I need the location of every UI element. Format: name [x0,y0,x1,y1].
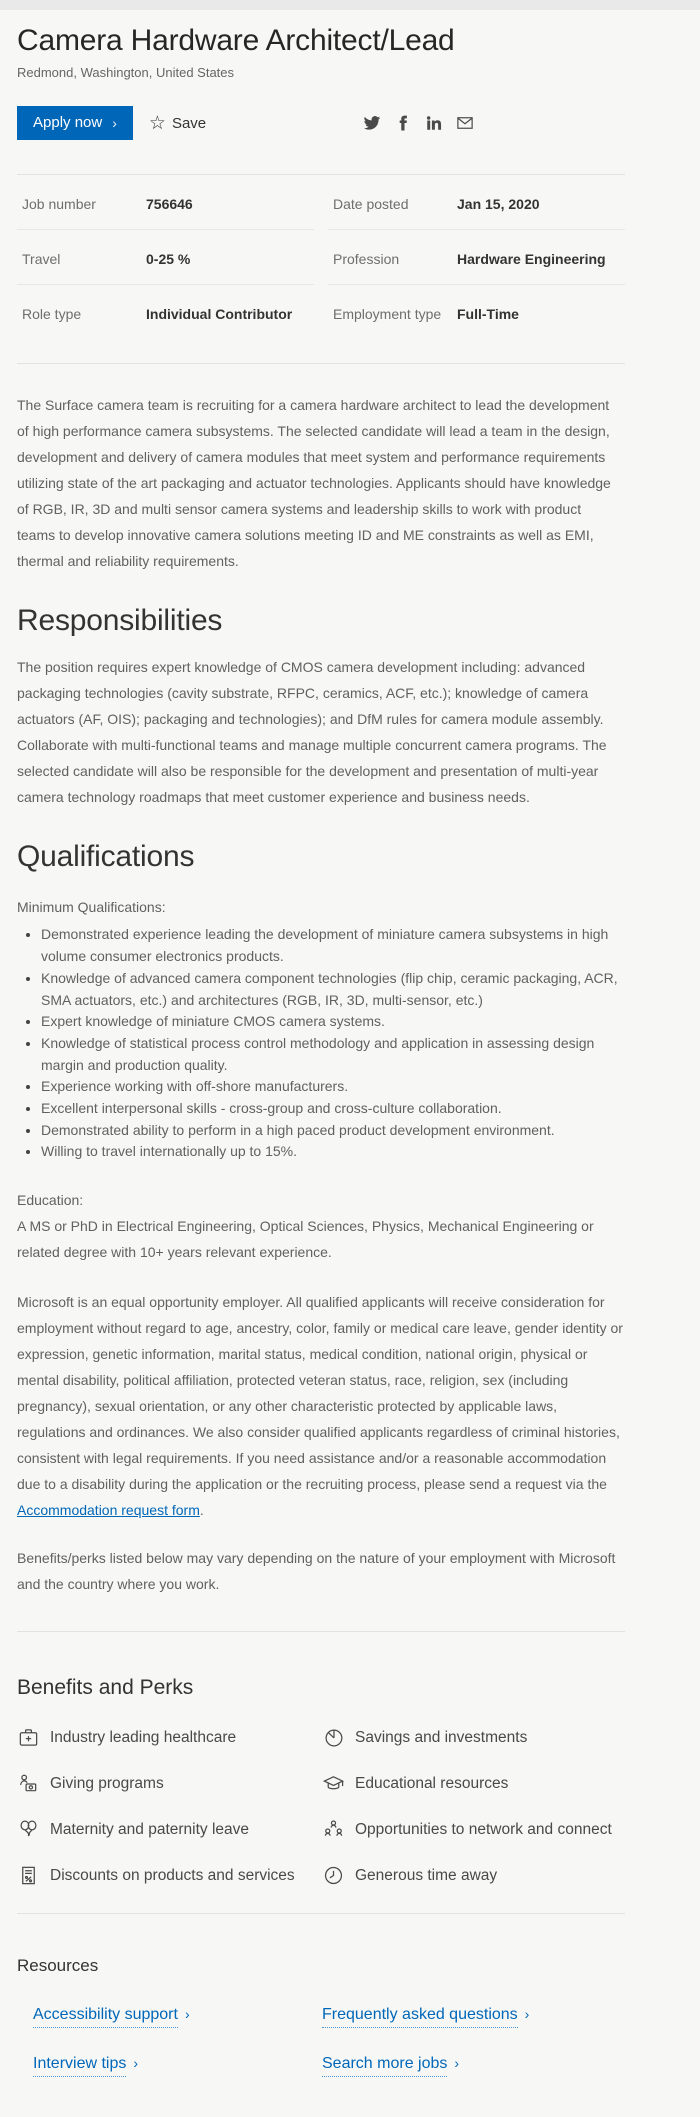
time-away-icon [322,1864,345,1887]
education-icon [322,1772,345,1795]
giving-icon [17,1772,40,1795]
benefit-item [322,1726,625,1749]
section-divider [17,1631,625,1632]
section-divider [17,363,625,364]
benefit-label: Giving programs [50,1774,164,1792]
share-icons [363,114,474,132]
list-item: • Knowledge of statistical process control methodology and application in assessing design margin and production quality. [41,1033,620,1076]
profession-value: Hardware Engineering [457,251,606,267]
chevron-right-icon: › [524,2006,530,2023]
list-item: • Willing to travel internationally up to 15%. [41,1141,620,1163]
linkedin-share-icon[interactable] [425,114,443,132]
list-item: • Demonstrated ability to perform in a high paced product development environment. [41,1120,620,1142]
role-type-label: Role type [22,306,82,322]
benefit-item [17,1864,322,1887]
table-row [17,229,625,284]
save-label: Save [171,114,207,132]
role-type-value: Individual Contributor [146,306,293,322]
job-detail-page [0,24,700,2117]
benefit-label: Opportunities to network and connect [355,1820,612,1838]
list-item: • Experience working with off-shore manufacturers. [41,1076,620,1098]
employment-type-label: Employment type [333,306,442,322]
actions-row [17,106,642,140]
education-block [17,1187,623,1265]
education-label: Education: [17,1192,84,1208]
table-row [17,175,625,229]
list-item: • Excellent interpersonal skills - cross-group and cross-culture collaboration. [41,1098,620,1120]
facebook-share-icon[interactable] [394,114,412,132]
star-icon: ☆ [148,112,166,134]
resources-links [33,2006,625,2077]
benefits-heading: Benefits and Perks [17,1676,194,1700]
benefit-item [17,1726,322,1749]
email-share-icon[interactable] [456,114,474,132]
savings-icon [322,1726,345,1749]
profession-label: Profession [333,251,400,267]
list-item: • Expert knowledge of miniature CMOS camera systems. [41,1011,620,1033]
table-row [17,284,625,339]
interview-tips-link[interactable] [33,2055,138,2077]
link-label: Accessibility support [33,2006,178,2028]
benefit-item [322,1818,625,1841]
search-more-jobs-link[interactable] [322,2055,459,2077]
job-number-label: Job number [22,196,96,212]
accessibility-support-link[interactable] [33,2006,190,2028]
benefits-grid [17,1726,625,1887]
job-details-table [17,174,625,339]
eeo-suffix: . [199,1502,204,1519]
chevron-right-icon: › [133,2055,139,2072]
benefit-label: Generous time away [355,1866,498,1884]
chevron-right-icon: › [184,2006,190,2023]
resources-heading: Resources [17,1956,99,1976]
benefit-label: Discounts on products and services [50,1866,295,1884]
apply-now-button[interactable] [17,106,133,140]
discounts-icon [17,1864,40,1887]
benefit-item [17,1772,322,1795]
benefit-item [17,1818,322,1841]
employment-type-value: Full-Time [457,306,519,322]
network-icon [322,1818,345,1841]
equal-opportunity-statement [17,1289,623,1523]
healthcare-icon [17,1726,40,1749]
maternity-icon [17,1818,40,1841]
accommodation-request-link[interactable]: Accommodation request form [17,1502,200,1519]
qualifications-heading: Qualifications [17,840,195,874]
responsibilities-heading: Responsibilities [17,604,223,638]
benefit-item [322,1772,625,1795]
date-posted-value: Jan 15, 2020 [457,196,540,212]
education-text: A MS or PhD in Electrical Engineering, Optical Sciences, Physics, Mechanical Engineering or related degree with 10+ years relevant experience. [17,1218,594,1261]
minimum-qualifications-label: Minimum Qualifications: [17,899,166,916]
faq-link[interactable] [322,2006,529,2028]
list-item: • Demonstrated experience leading the development of miniature camera subsystems in high volume consumer electronics products. [41,924,620,967]
section-divider [17,1913,625,1914]
list-item: • Knowledge of advanced camera component technologies (flip chip, ceramic packaging, ACR, SMA actuators, etc.) and architectures (RGB, IR, 3D, multi-sensor, etc.) [41,968,620,1011]
save-job-button[interactable] [149,114,206,133]
benefit-label: Industry leading healthcare [50,1728,237,1746]
benefit-label: Educational resources [355,1774,509,1792]
link-label: Search more jobs [322,2055,447,2077]
apply-now-label: Apply now [33,114,103,131]
job-description: The Surface camera team is recruiting for a camera hardware architect to lead the development of high performance camera subsystems. The selected candidate will lead a team in the design, development and delivery of camera modules that meet system and performance requirements utilizing state of the art packaging and actuator technologies. Applicants should have knowledge of RGB, IR, 3D and multi sensor camera systems and leadership skills to work with product teams to develop innovative camera solutions meeting ID and ME constraints as well as EMI, thermal and reliability requirements. [17,397,611,570]
responsibilities-body: The position requires expert knowledge of CMOS camera development including: advanced packaging technologies (cavity substrate, RFPC, ceramics, ACF, etc.); knowledge of camera actuators (AF, OIS); packaging and technologies); and DfM rules for camera module assembly. Collaborate with multi-functional teams and manage multiple concurrent camera programs. The selected candidate will also be responsible for the development and presentation of multi-year camera technology roadmaps that meet customer experience and business needs. [17,659,607,806]
job-number-value: 756646 [146,196,193,212]
benefits-note: Benefits/perks listed below may vary depending on the nature of your employment with Microsoft and the country where you work. [17,1550,616,1593]
page-title: Camera Hardware Architect/Lead [17,24,455,57]
qualifications-list [24,924,620,1163]
benefit-item [322,1864,625,1887]
travel-value: 0-25 % [146,251,191,267]
benefit-label: Maternity and paternity leave [50,1820,250,1838]
page-top-divider-strip [0,0,700,10]
link-label: Frequently asked questions [322,2006,518,2028]
travel-label: Travel [22,251,61,267]
eeo-text: Microsoft is an equal opportunity employer. All qualified applicants will receive consideration for employment without regard to age, ancestry, color, family or medical care leave, gender identity or expression, genetic information, marital status, medical condition, national origin, physical or mental disability, political affiliation, protected veteran status, race, religion, sex (including pregnancy), sexual orientation, or any other characteristic protected by applicable laws, regulations and ordinances. We also consider qualified applicants regardless of criminal histories, consistent with legal requirements. If you need assistance and/or a reasonable accommodation due to a disability during the application or the recruiting process, please send a request via the [17,1294,623,1493]
link-label: Interview tips [33,2055,126,2077]
chevron-right-icon: › [454,2055,460,2072]
twitter-share-icon[interactable] [363,114,381,132]
date-posted-label: Date posted [333,196,409,212]
chevron-right-icon: › [112,114,117,131]
benefit-label: Savings and investments [355,1728,528,1746]
job-location: Redmond, Washington, United States [17,65,235,80]
